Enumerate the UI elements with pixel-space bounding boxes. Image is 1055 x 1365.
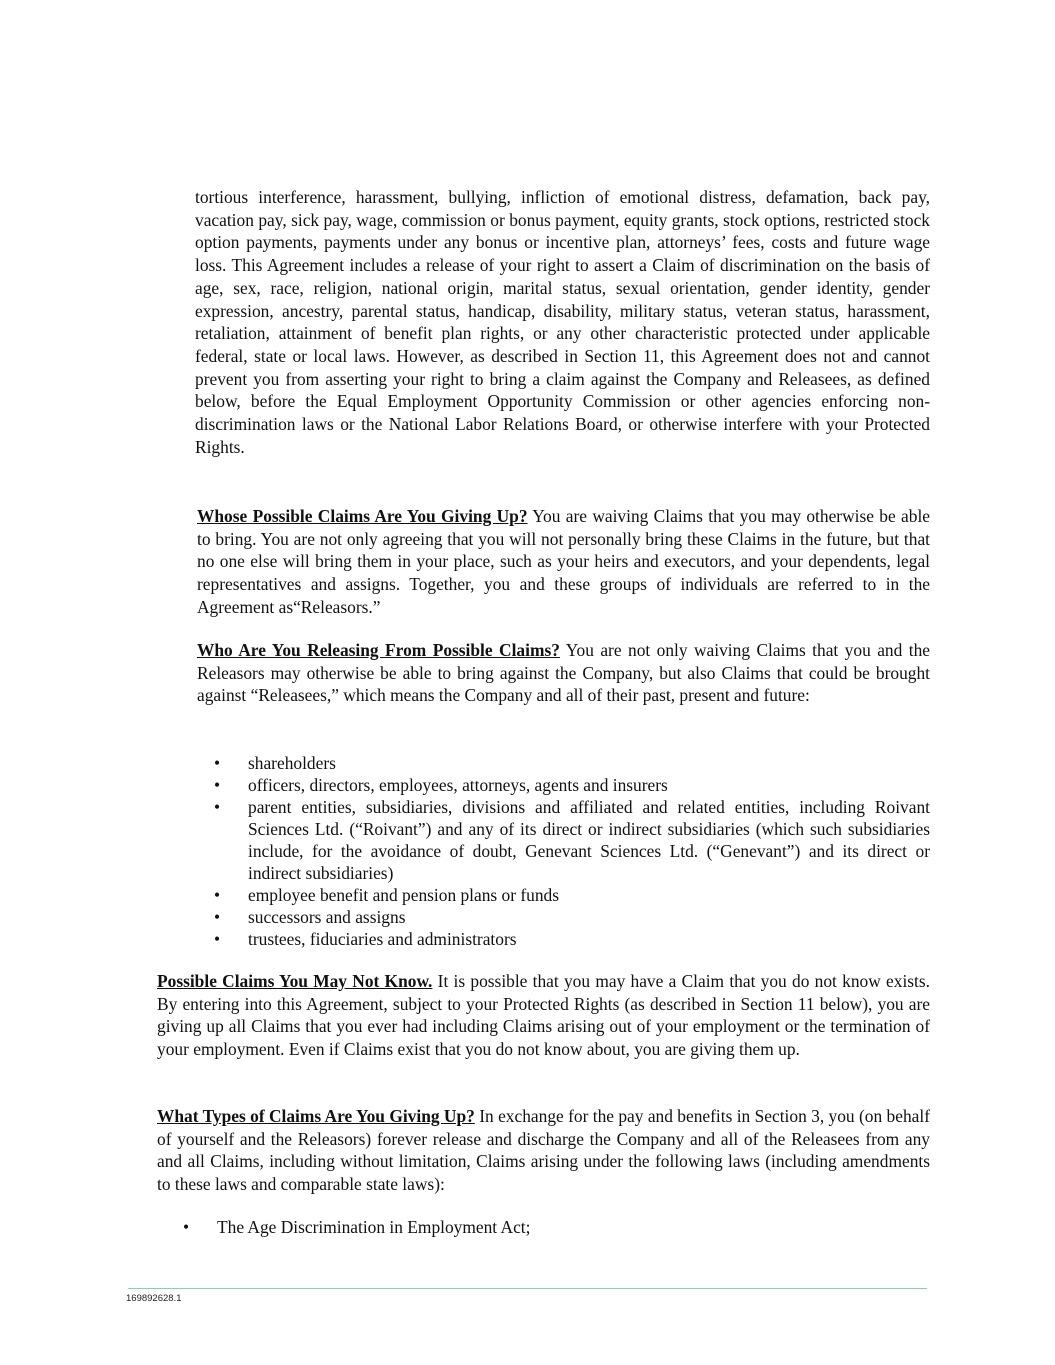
paragraph-claims-continued: tortious interference, harassment, bullying, infliction of emotional distress, defamation, back pay, vacation pay, sick pay, wage, commission or bonus payment, equity grants, stock options, restricted stock option payments, payments under any bonus or incentive plan, attorneys’ fees, costs and future wage loss. This Agreement includes a release of your right to assert a Claim of discrimination on the basis of age, sex, race, religion, national origin, marital status, sexual orientation, gender identity, gender expression, ancestry, parental status, handicap, disability, military status, veteran status, harassment, retaliation, attainment of benefit plan rights, or any other characteristic protected under applicable federal, state or local laws. However, as described in Section 11, this Agreement does not and cannot prevent you from asserting your right to bring a claim against the Company and Releasees, as defined below, before the Equal Employment Opportunity Commission or other agencies enforcing non-discrimination laws or the National Labor Relations Board, or otherwise interfere with your Protected Rights. <box>195 187 930 457</box>
paragraph-who-releasing <box>197 639 930 707</box>
bullet-icon: • <box>214 775 221 795</box>
body-who-releasing: You are not only waiving Claims that you and the Releasors may otherwise be able to bring against the Company, but also Claims that could be brought against “Releasees,” which means the Company and all of their past, present and future: <box>197 640 930 706</box>
bullet-icon: • <box>214 797 221 817</box>
releasee-list <box>214 752 930 950</box>
document-id: 169892628.1 <box>126 1293 182 1304</box>
heading-unknown-claims: Possible Claims You May Not Know. <box>157 971 433 991</box>
heading-claim-types: What Types of Claims Are You Giving Up? <box>157 1106 475 1126</box>
paragraph-claim-types <box>157 1105 930 1196</box>
heading-whose-claims: Whose Possible Claims Are You Giving Up? <box>197 506 528 526</box>
paragraph-whose-claims <box>197 505 930 619</box>
bullet-icon: • <box>214 753 221 773</box>
bullet-icon: • <box>214 929 221 949</box>
paragraph-unknown-claims <box>157 970 930 1061</box>
body-claim-types: In exchange for the pay and benefits in Section 3, you (on behalf of yourself and the Releasors) forever release and discharge the Company and all of the Releasees from any and all Claims, including without limitation, Claims arising under the following laws (including amendments to these laws and comparable state laws): <box>157 1106 930 1195</box>
list-item-text: trustees, fiduciaries and administrators <box>248 929 517 949</box>
list-item-text: successors and assigns <box>248 907 406 927</box>
list-item <box>214 928 930 950</box>
list-item <box>183 1216 930 1238</box>
laws-list <box>183 1216 930 1238</box>
body-whose-claims: You are waiving Claims that you may otherwise be able to bring. You are not only agreeing that you will not personally bring these Claims in the future, but that no one else will bring them in your place, such as your heirs and executors, and your dependents, legal representatives and assigns. Together, you and these groups of individuals are referred to in the Agreement as“Releasors.” <box>197 506 930 617</box>
list-item <box>214 884 930 906</box>
list-item <box>214 796 930 884</box>
body-unknown-claims: It is possible that you may have a Claim that you do not know exists. By entering into this Agreement, subject to your Protected Rights (as described in Section 11 below), you are giving up all Claims that you ever had including Claims arising out of your employment or the termination of your employment. Even if Claims exist that you do not know about, you are giving them up. <box>157 971 930 1060</box>
list-item <box>214 774 930 796</box>
list-item <box>214 752 930 774</box>
list-item-text: officers, directors, employees, attorneys, agents and insurers <box>248 775 668 795</box>
bullet-icon: • <box>214 907 221 927</box>
bullet-icon: • <box>214 885 221 905</box>
footer-divider <box>128 1288 927 1289</box>
list-item-text: shareholders <box>248 753 336 773</box>
bullet-icon: • <box>183 1217 190 1237</box>
list-item-text: The Age Discrimination in Employment Act; <box>217 1217 531 1237</box>
list-item-text: employee benefit and pension plans or funds <box>248 885 560 905</box>
heading-who-releasing: Who Are You Releasing From Possible Claims? <box>197 640 560 660</box>
list-item <box>214 906 930 928</box>
list-item-text: parent entities, subsidiaries, divisions and affiliated and related entities, including Roivant Sciences Ltd. (“Roivant”) and any of its direct or indirect subsidiaries (which such subsidiaries include, for the avoidance of doubt, Genevant Sciences Ltd. (“Genevant”) and its direct or indirect subsidiaries) <box>248 797 930 883</box>
